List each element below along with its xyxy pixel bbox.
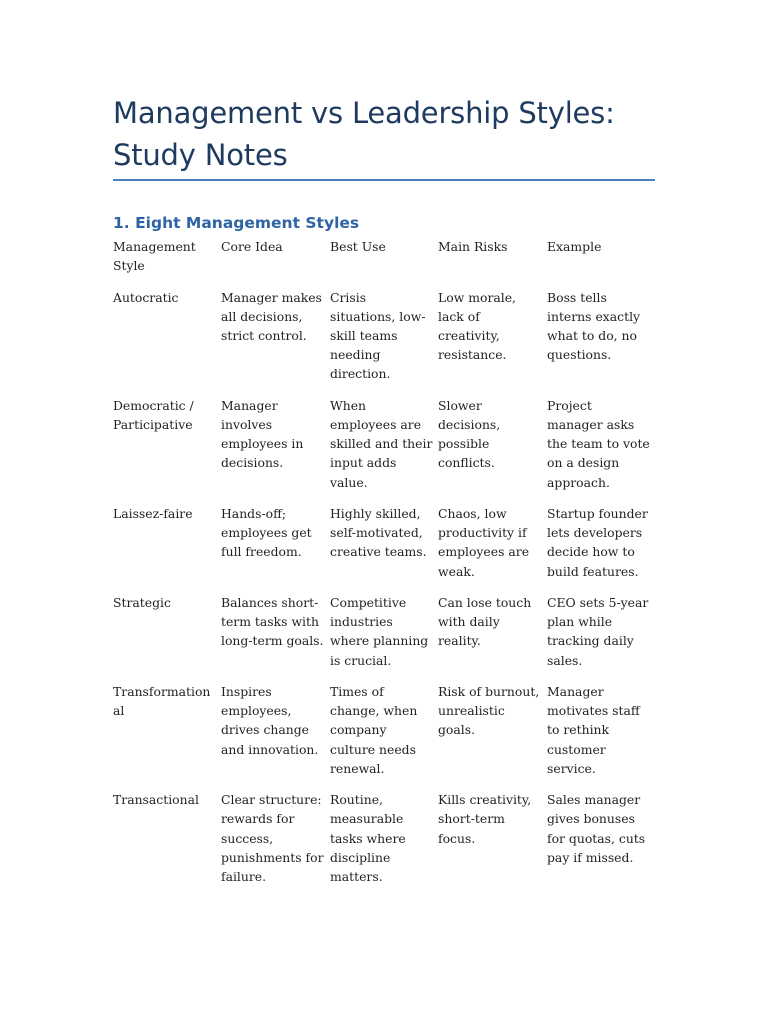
cell-best-use: Times of change, when company culture needs renewal.	[330, 684, 418, 776]
cell-core-idea: Hands-off; employees get full freedom.	[221, 506, 312, 560]
cell-core-idea: Inspires employees, drives change and innovation.	[221, 684, 319, 757]
cell-main-risks: Low morale, lack of creativity, resistance.	[438, 289, 516, 363]
cell-best-use: Routine, measurable tasks where discipline matters.	[330, 792, 406, 885]
table-row	[113, 682, 655, 790]
cell-style: Laissez-faire	[113, 506, 193, 521]
cell-style: Transformational	[113, 684, 211, 719]
cell-best-use: Competitive industries where planning is crucial.	[330, 595, 429, 668]
cell-main-risks: Can lose touch with daily reality.	[438, 595, 532, 649]
management-styles-table	[113, 237, 655, 898]
cell-core-idea: Manager involves employees in decisions.	[221, 397, 304, 471]
cell-core-idea: Manager makes all decisions, strict control.	[221, 289, 322, 343]
cell-best-use: Highly skilled, self-motivated, creative teams.	[330, 506, 427, 560]
cell-example: Manager motivates staff to rethink customer service.	[547, 684, 640, 776]
table-header-row	[113, 237, 655, 288]
cell-example: Sales manager gives bonuses for quotas, cuts pay if missed.	[547, 792, 646, 865]
cell-main-risks: Slower decisions, possible conflicts.	[438, 397, 501, 471]
cell-style: Strategic	[113, 595, 171, 610]
section-heading: 1. Eight Management Styles	[113, 214, 360, 232]
table-row	[113, 288, 655, 396]
table-row	[113, 396, 655, 504]
column-header-core-idea: Core Idea	[221, 239, 283, 254]
cell-best-use: When employees are skilled and their input adds value.	[330, 397, 433, 490]
cell-style: Democratic / Participative	[113, 397, 194, 432]
title-underline-rule	[113, 179, 655, 181]
column-header-main-risks: Main Risks	[438, 239, 508, 254]
cell-best-use: Crisis situations, low-skill teams needing direction.	[330, 289, 426, 382]
column-header-example: Example	[547, 239, 602, 254]
document-title: Management vs Leadership Styles: Study Notes	[113, 96, 615, 172]
cell-main-risks: Risk of burnout, unrealistic goals.	[438, 684, 540, 738]
cell-style: Transactional	[113, 792, 199, 808]
cell-example: Startup founder lets developers decide how to build features.	[547, 506, 648, 579]
column-header-best-use: Best Use	[330, 239, 386, 254]
cell-core-idea: Balances short-term tasks with long-term goals.	[221, 595, 324, 649]
table-row	[113, 593, 655, 682]
table-row	[113, 790, 655, 898]
cell-example: Project manager asks the team to vote on a design approach.	[547, 397, 650, 490]
cell-style: Autocratic	[113, 289, 179, 305]
cell-main-risks: Kills creativity, short-term focus.	[438, 792, 532, 846]
cell-main-risks: Chaos, low productivity if employees are weak.	[438, 506, 530, 579]
column-header-management-style: Management Style	[113, 239, 196, 274]
cell-example: Boss tells interns exactly what to do, no questions.	[547, 289, 641, 363]
table-row	[113, 504, 655, 593]
cell-core-idea: Clear structure: rewards for success, punishments for failure.	[221, 792, 324, 885]
cell-example: CEO sets 5-year plan while tracking daily sales.	[547, 595, 649, 668]
